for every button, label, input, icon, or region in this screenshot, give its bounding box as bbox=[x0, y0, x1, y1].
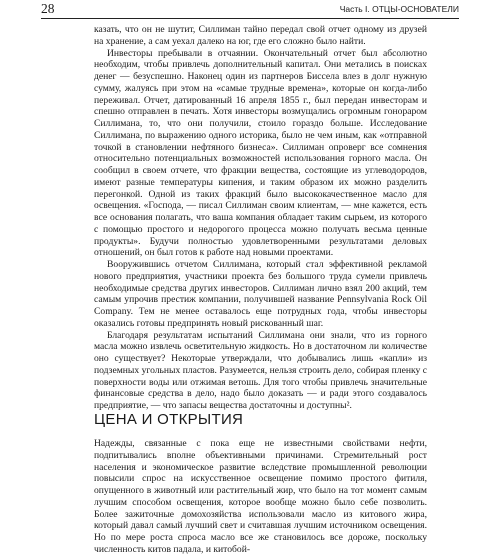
page-number: 28 bbox=[41, 1, 55, 16]
paragraph: казать, что он не шутит, Силлиман тайно передал свой отчет одному из друзей на хранение, а сам уехал далеко на юг, где его сложно было найти. bbox=[94, 24, 427, 47]
paragraph: Благодаря результатам испытаний Силлимана они знали, что из горного масла можно извлечь осветительную жидкость. Но в достаточном ли количестве оно существует? Некоторые утверждали, что добывались лишь «капли» из подземных угольных пластов. Разумеется, нельзя строить дело, собирая пленку с поверхности воды или отжимая ветошь. Для того чтобы привлечь значительные финансовые средства в дело, надо было доказать — и ради этого создавалось предприятие, — что запасы вещества достаточны и доступны². bbox=[94, 329, 427, 411]
body-text bbox=[94, 24, 427, 412]
paragraph: Надежды, связанные с пока еще не известными свойствами нефти, подпитывались вполне объективными причинами. Стремительный рост населения и экономическое развитие вследствие промышленной революции повысили спрос на искусственное освещение помимо простого фитиля, опущенного в животный или растительный жир, что было на тот момент самым лучшим способом освещения, которое вообще можно было себе позволить. Более зажиточные домохозяйства использовали масло из китового жира, который давал самый лучший свет и считавшая лучшим источником освещения. Но по мере роста спроса масло все же становилось все дороже, поскольку численность китов падала, и китобой- bbox=[94, 438, 427, 555]
paragraph: Инвесторы пребывали в отчаянии. Окончательный отчет был абсолютно необходим, чтобы привлечь дополнительный капитал. Они метались в поисках денег — безуспешно. Наконец один из партнеров Биссела влез в долг нужную сумму, жалуясь при этом на «самые трудные времена», которые он когда-либо переживал. Отчет, датированный 16 апреля 1855 г., был передан инвесторам и спешно отправлен в печать. Хотя инвесторы возмущались огромным гонораром Силлимана, то, что они получили, стоило гораздо больше. Исследование Силлимана, по выражению одного историка, было не чем иным, как «отправной точкой в становлении нефтяного бизнеса». Силлиман опроверг все сомнения относительно потенциальных возможностей использования горного масла. Он сообщил в своем отчете, что фракции вещества, состоящие из углеводородов, имеют разные температуры кипения, и таким образом их можно разделить перегонкой. Одной из таких фракций было высококачественное масло для освещения. «Господа, — писал Силлиман своим клиентам, — мне кажется, есть все основания полагать, что ваша компания обладает таким сырьем, из которого с помощью простого и недорогого процесса можно получать весьма ценные продукты». Будучи полностью удовлетворенными результатами деловых отношений, он был готов к работе над новыми проектами. bbox=[94, 47, 427, 259]
header-rule bbox=[41, 18, 459, 19]
section-heading: ЦЕНА И ОТКРЫТИЯ bbox=[94, 411, 244, 428]
running-header: Часть I. ОТЦЫ-ОСНОВАТЕЛИ bbox=[339, 4, 459, 14]
section-body-text bbox=[94, 438, 427, 556]
paragraph: Вооружившись отчетом Силлимана, который стал эффективной рекламой нового предприятия, участники проекта без большого труда сумели привлечь необходимые средства других инвесторов. Силлиман лично взял 200 акций, тем самым упрочив престиж компании, получившей название Pennsylvania Rock Oil Company. Тем не менее оставалось еще потрудных года, чтобы инвесторы оказались готовы предпринять новый рискованный шаг. bbox=[94, 259, 427, 329]
